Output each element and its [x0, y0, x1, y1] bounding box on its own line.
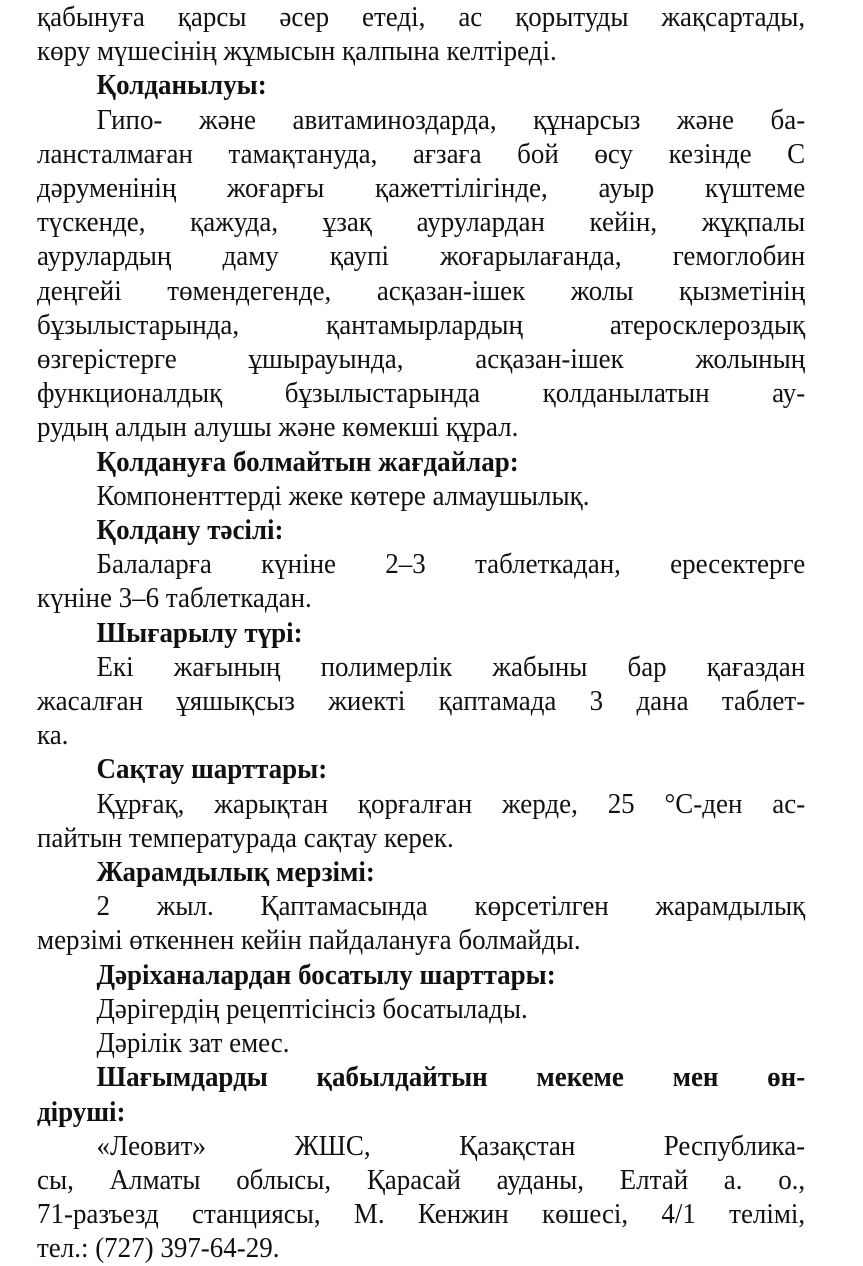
- text-line: өзгерістерге ұшырауында, асқазан-ішек жолының: [37, 343, 806, 376]
- text-line: «Леовит» ЖШС, Қазақстан Республика-: [96, 1129, 806, 1162]
- text-line: 71-разъезд станциясы, М. Кенжин көшесі, 4/1 телімі,: [37, 1198, 806, 1231]
- intro-paragraph: [37, 0, 805, 68]
- text-line: ка.: [37, 719, 69, 752]
- text-line: лансталмаған тамақтануда, ағзаға бой өсу кезінде С: [37, 137, 806, 170]
- text-line: Гипо- және авитаминоздарда, құнарсыз және ба-: [96, 103, 806, 136]
- text-line: деңгейі төмендегенде, асқазан-ішек жолы қызметінің: [37, 274, 806, 307]
- section-heading: Сақтау шарттары:: [96, 753, 328, 786]
- text-line: күніне 3–6 таблеткадан.: [37, 582, 312, 615]
- text-line: тел.: (727) 397-64-29.: [37, 1232, 280, 1265]
- text-line: Дәрігердің рецептісінсіз босатылады.: [96, 992, 528, 1025]
- text-line: дәруменінің жоғарғы қажеттілігінде, ауыр күштеме: [37, 172, 806, 205]
- section-heading: Жарамдылық мерзімі:: [96, 856, 375, 889]
- section-indications: [37, 68, 805, 444]
- section-heading: Қолдану тәсілі:: [96, 514, 284, 547]
- section-heading: Шығарылу түрі:: [96, 616, 303, 649]
- text-line: функционалдық бұзылыстарында қолданылатын ау-: [37, 377, 806, 410]
- section-heading: Қолдануға болмайтын жағдайлар:: [96, 445, 519, 478]
- section-shelf-life: [37, 855, 805, 958]
- text-line: жасалған ұяшықсыз жиекті қаптамада 3 дана таблет-: [37, 685, 806, 718]
- text-line: аурулардың даму қаупі жоғарылағанда, гемоглобин: [37, 240, 806, 273]
- text-line: Дәрілік зат емес.: [96, 1027, 290, 1060]
- text-line: бұзылыстарында, қантамырлардың атеросклероздық: [37, 308, 806, 341]
- text-line: мерзімі өткеннен кейін пайдалануға болмайды.: [37, 924, 581, 957]
- section-release-form: [37, 616, 805, 753]
- section-heading: діруші:: [37, 1095, 126, 1128]
- section-manufacturer: [37, 1060, 805, 1265]
- document-page: [37, 0, 805, 1266]
- text-line: Құрғақ, жарықтан қорғалған жерде, 25 °С-ден ас-: [96, 787, 806, 820]
- text-line: көру мүшесінің жұмысын қалпына келтіреді.: [37, 35, 557, 68]
- text-line: Компоненттерді жеке көтере алмаушылық.: [96, 479, 590, 512]
- text-line: пайтын температурада сақтау керек.: [37, 821, 454, 854]
- section-heading: Шағымдарды қабылдайтын мекеме мен өн-: [96, 1061, 806, 1094]
- section-heading: Дәріханалардан босатылу шарттары:: [96, 958, 556, 991]
- section-storage: [37, 752, 805, 855]
- text-line: 2 жыл. Қаптамасында көрсетілген жарамдылық: [96, 890, 806, 923]
- section-contraindications: [37, 445, 805, 513]
- section-dosage: [37, 513, 805, 616]
- text-line: Балаларға күніне 2–3 таблеткадан, ересектерге: [96, 548, 806, 581]
- section-dispensing: [37, 958, 805, 1061]
- text-line: қабынуға қарсы әсер етеді, ас қорытуды жақсартады,: [37, 1, 806, 33]
- text-line: сы, Алматы облысы, Қарасай ауданы, Елтай а. о.,: [37, 1163, 806, 1196]
- text-line: түскенде, қажуда, ұзақ аурулардан кейін, жұқпалы: [37, 206, 806, 239]
- text-line: Екі жағының полимерлік жабыны бар қағаздан: [96, 650, 806, 683]
- text-line: рудың алдын алушы және көмекші құрал.: [37, 411, 519, 444]
- section-heading: Қолданылуы:: [96, 69, 267, 102]
